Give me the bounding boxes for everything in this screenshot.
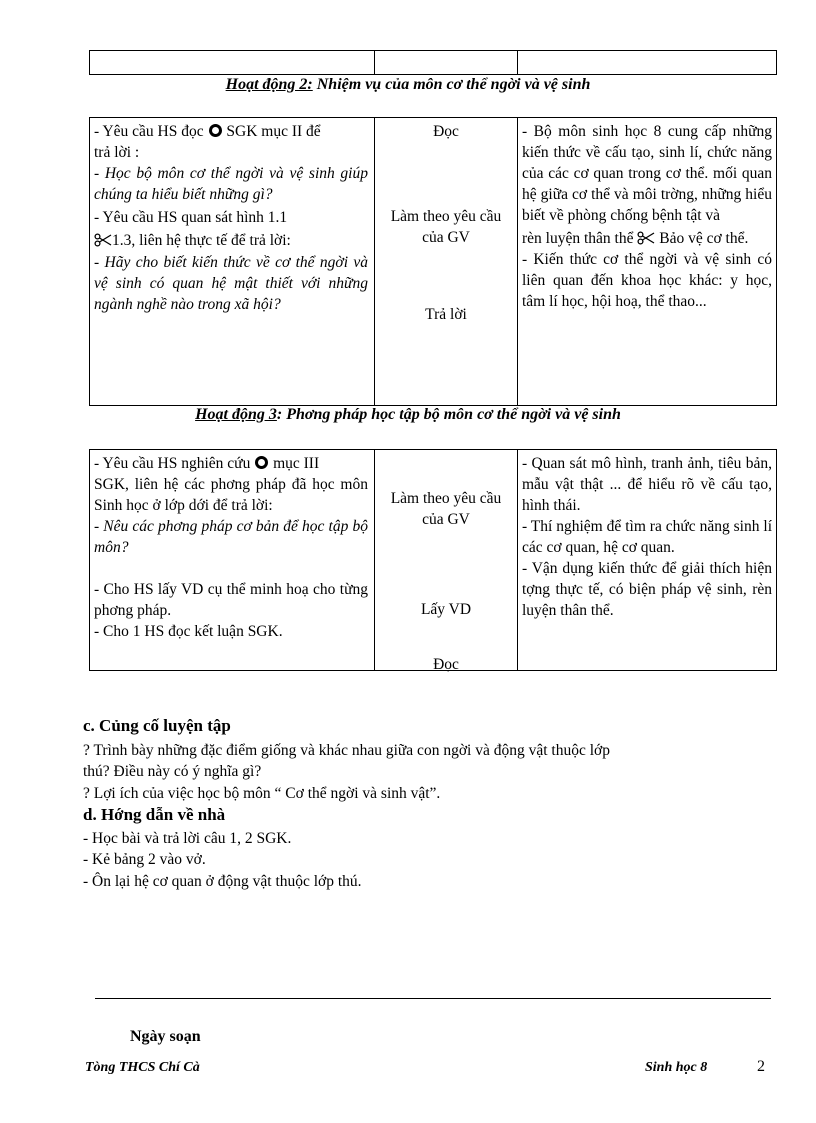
activity3-student-read: Đọc: [433, 656, 459, 673]
activity3-table: [89, 449, 777, 671]
activity3-heading: Hoạt động 3: Phơng pháp học tập bộ môn cơ thể ngời và vệ sinh: [195, 406, 621, 423]
activity3-student-follow: Làm theo yêu cầu của GV: [390, 490, 502, 528]
activity2-instruction-2: - Yêu cầu HS quan sát hình 1.1: [94, 209, 288, 226]
consolidation-question-1: ? Trình bày những đặc điểm giống và khác nhau giữa con ngời và động vật thuộc lớp: [83, 742, 610, 759]
activity3-instruction-1: - Yêu cầu HS nghiên cứu mục III: [94, 455, 320, 472]
activity2-content-column: [522, 121, 772, 312]
activity3-content-2: - Thí nghiệm để tìm ra chức năng sinh lí các cơ quan, hệ cơ quan.: [522, 518, 772, 556]
activity3-instruction-3: - Cho 1 HS đọc kết luận SGK.: [94, 623, 283, 640]
footer-divider: [95, 998, 771, 999]
page-number: 2: [757, 1058, 765, 1075]
homework-item: - Kẻ bảng 2 vào vở.: [83, 851, 206, 868]
activity2-student-follow: Làm theo yêu cầu của GV: [390, 208, 502, 246]
activity2-content-1b: rèn luyện thân thể Bảo vệ cơ thể.: [522, 230, 749, 247]
activity3-content-3: - Vận dụng kiến thức để giải thích hiện tợng thực tế, có biện pháp vệ sinh, rèn luyện thân thể.: [522, 560, 772, 619]
scissors-icon: [637, 231, 655, 245]
activity3-student-example: Lấy VD: [420, 601, 472, 618]
activity2-teacher-column: [94, 121, 368, 315]
activity2-question-1: - Học bộ môn cơ thể ngời và vệ sinh giúp chúng ta hiểu biết những gì?: [94, 165, 368, 203]
activity2-content-1: - Bộ môn sinh học 8 cung cấp những kiến thức về cấu tạo, sinh lí, chức năng của các cơ quan trong cơ thể. mối quan hệ giữa cơ thể và môi trờng, những hiểu biết về phòng chống bệnh tật và: [522, 123, 772, 224]
consolidation-question-2: ? Lợi ích của việc học bộ môn “ Cơ thể ngời và sinh vật”.: [83, 785, 441, 802]
date-label: Ngày soạn: [130, 1028, 201, 1045]
activity2-instruction-1: - Yêu cầu HS đọc SGK mục II để: [94, 123, 321, 140]
activity3-instruction-2: - Cho HS lấy VD cụ thể minh hoạ cho từng phơng pháp.: [94, 581, 368, 619]
subject-name: Sinh học 8: [645, 1060, 708, 1075]
consolidation-question-1-cont: thú? Điều này có ý nghĩa gì?: [83, 763, 262, 780]
top-table-fragment: [89, 50, 777, 75]
consolidation-title: c. Củng cố luyện tập: [83, 716, 231, 735]
activity3-question-1: - Nêu các phơng pháp cơ bản để học tập bộ môn?: [94, 518, 368, 556]
activity3-teacher-column: [94, 453, 368, 642]
activity2-question-2: - Hãy cho biết kiến thức về cơ thể ngời và vệ sinh có quan hệ mật thiết với những ngành nghề nào trong xã hội?: [94, 254, 368, 313]
school-name: Tòng THCS Chí Cà: [85, 1060, 200, 1075]
activity2-table: [89, 117, 777, 406]
activity2-student-read: Đọc: [433, 123, 459, 140]
activity2-heading: Hoạt động 2: Nhiệm vụ của môn cơ thể ngời và vệ sinh: [225, 76, 591, 93]
homework-item: - Ôn lại hệ cơ quan ở động vật thuộc lớp thú.: [83, 873, 362, 890]
ring-bullet-icon: [208, 123, 223, 138]
activity3-content-1: - Quan sát mô hình, tranh ảnh, tiêu bản, mẫu vật thật ... để hiểu rõ về cấu tạo, hình thái.: [522, 455, 772, 514]
scissors-icon: [94, 233, 112, 247]
activity3-content-column: [522, 453, 772, 621]
homework-title: d. Hớng dẫn về nhà: [83, 805, 226, 824]
homework-item: - Học bài và trả lời câu 1, 2 SGK.: [83, 830, 292, 847]
activity2-content-2: - Kiến thức cơ thể ngời và vệ sinh có liên quan đến khoa học khác: y học, tâm lí học, hội hoạ, thể thao...: [522, 251, 772, 310]
activity2-instruction-1b: trả lời :: [94, 144, 140, 161]
activity2-instruction-2b: 1.3, liên hệ thực tế để trả lời:: [94, 230, 368, 251]
activity2-student-answer: Trả lời: [425, 306, 467, 323]
ring-bullet-icon: [254, 455, 269, 470]
activity3-instruction-1b: SGK, liên hệ các phơng pháp đã học môn Sinh học ở lớp dới để trả lời:: [94, 476, 368, 514]
